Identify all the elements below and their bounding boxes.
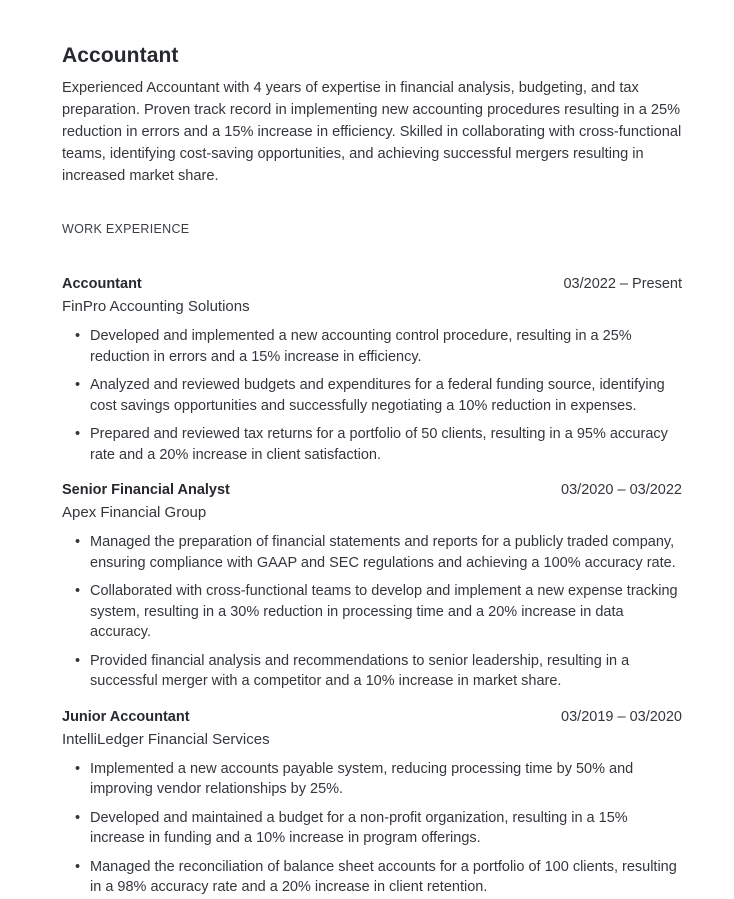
job-bullets (62, 326, 682, 465)
bullet-item: • Developed and maintained a budget for a non-profit organization, resulting in a 15% increase in funding and a 10% increase in program offerings. (62, 808, 682, 849)
job-dates: 03/2022 – Present (563, 276, 682, 292)
job-entry-3 (62, 709, 682, 898)
profile-summary: Experienced Accountant with 4 years of expertise in financial analysis, budgeting, and tax preparation. Proven track record in implementing new accounting procedures resulting in a 25% reduction in errors and a 15% increase in efficiency. Skilled in collaborating with cross-functional teams, identifying cost-saving opportunities, and achieving successful mergers resulting in increased market share. (62, 80, 682, 184)
job-title: Accountant (62, 276, 142, 292)
job-entry-2 (62, 482, 682, 692)
job-bullets (62, 759, 682, 898)
job-title: Senior Financial Analyst (62, 482, 230, 498)
page-title: Accountant (62, 44, 179, 67)
bullet-item: • Analyzed and reviewed budgets and expenditures for a federal funding source, identifying cost savings opportunities and successfully negotiating a 10% reduction in expenses. (62, 375, 682, 416)
bullet-item: • Collaborated with cross-functional teams to develop and implement a new expense tracking system, resulting in a 30% reduction in processing time and a 20% increase in data accuracy. (62, 581, 682, 643)
bullet-item: • Developed and implemented a new accounting control procedure, resulting in a 25% reduction in errors and a 15% increase in efficiency. (62, 326, 682, 367)
job-company: Apex Financial Group (62, 504, 207, 521)
job-bullets (62, 532, 682, 692)
job-entry-1 (62, 276, 682, 465)
bullet-item: • Managed the preparation of financial statements and reports for a publicly traded company, ensuring compliance with GAAP and SEC regulations and achieving a 100% accuracy rate. (62, 532, 682, 573)
job-header (62, 709, 682, 725)
bullet-item: • Implemented a new accounts payable system, reducing processing time by 50% and improving vendor relationships by 25%. (62, 759, 682, 800)
resume-content (62, 44, 682, 898)
job-company: FinPro Accounting Solutions (62, 298, 250, 315)
job-header (62, 276, 682, 292)
job-company: IntelliLedger Financial Services (62, 730, 270, 748)
job-dates: 03/2019 – 03/2020 (561, 708, 682, 725)
bullet-item: • Managed the reconciliation of balance sheet accounts for a portfolio of 100 clients, resulting in a 98% accuracy rate and a 20% increase in client retention. (62, 857, 682, 898)
job-title: Junior Accountant (62, 708, 190, 725)
bullet-item: • Prepared and reviewed tax returns for a portfolio of 50 clients, resulting in a 95% accuracy rate and a 20% increase in client satisfaction. (62, 424, 682, 465)
section-label-work-experience: WORK EXPERIENCE (62, 222, 190, 236)
job-header (62, 482, 682, 498)
bullet-item: • Provided financial analysis and recommendations to senior leadership, resulting in a successful merger with a competitor and a 10% increase in market share. (62, 651, 682, 692)
job-dates: 03/2020 – 03/2022 (561, 482, 682, 498)
